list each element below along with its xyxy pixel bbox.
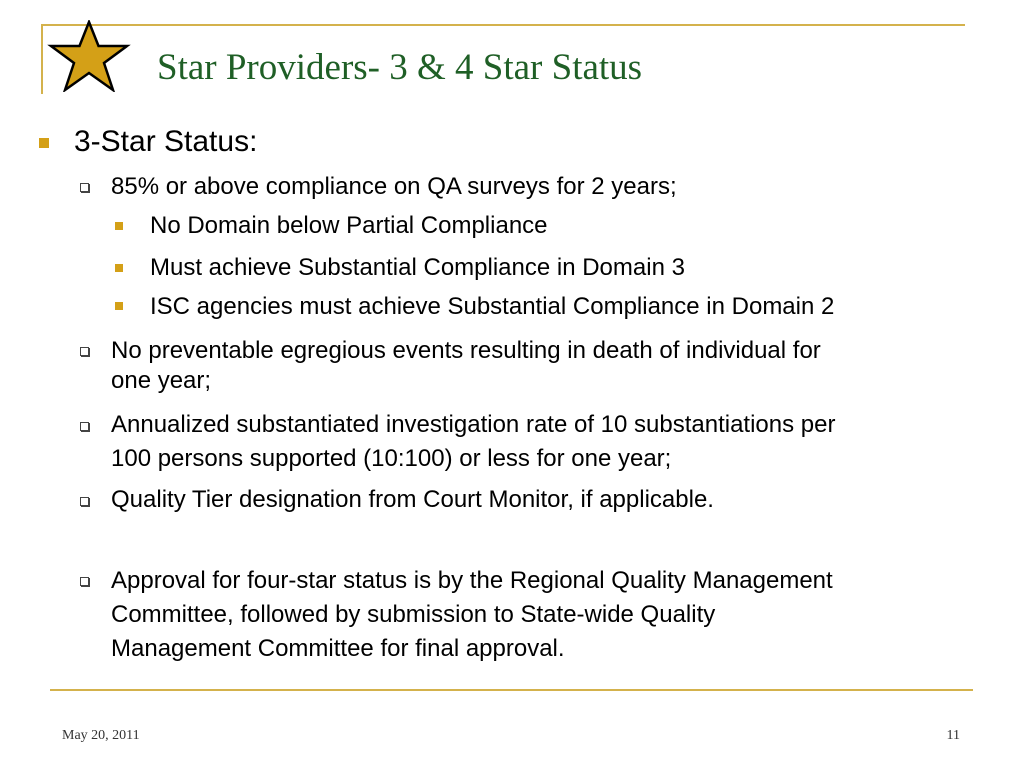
list-item: Annualized substantiated investigation rate of 10 substantiations per [111, 411, 836, 438]
list-item: ISC agencies must achieve Substantial Compliance in Domain 2 [150, 293, 835, 320]
list-item: No Domain below Partial Compliance [150, 212, 548, 239]
list-item: No preventable egregious events resulting in death of individual for [111, 337, 821, 364]
footer-divider [50, 689, 973, 691]
body-heading: 3-Star Status: [74, 125, 258, 158]
list-item-continuation: Committee, followed by submission to State-wide Quality [111, 601, 716, 628]
list-item: Quality Tier designation from Court Monitor, if applicable. [111, 486, 714, 513]
bullet-square-icon [39, 138, 49, 148]
list-item-continuation: one year; [111, 367, 212, 394]
list-item: Must achieve Substantial Compliance in Domain 3 [150, 254, 685, 281]
list-item-continuation: Management Committee for final approval. [111, 635, 565, 662]
bullet-square-icon [115, 264, 123, 272]
bullet-hollow-square-icon [80, 497, 89, 506]
footer-date: May 20, 2011 [62, 728, 140, 743]
bullet-hollow-square-icon [80, 183, 89, 192]
bullet-hollow-square-icon [80, 577, 89, 586]
slide-title: Star Providers- 3 & 4 Star Status [157, 47, 643, 88]
list-item: 85% or above compliance on QA surveys for 2 years; [111, 173, 677, 200]
bullet-square-icon [115, 222, 123, 230]
bullet-hollow-square-icon [80, 347, 89, 356]
bullet-hollow-square-icon [80, 422, 89, 431]
page-number: 11 [946, 728, 960, 743]
list-item-continuation: 100 persons supported (10:100) or less for one year; [111, 445, 672, 472]
list-item: Approval for four-star status is by the Regional Quality Management [111, 567, 833, 594]
bullet-square-icon [115, 302, 123, 310]
